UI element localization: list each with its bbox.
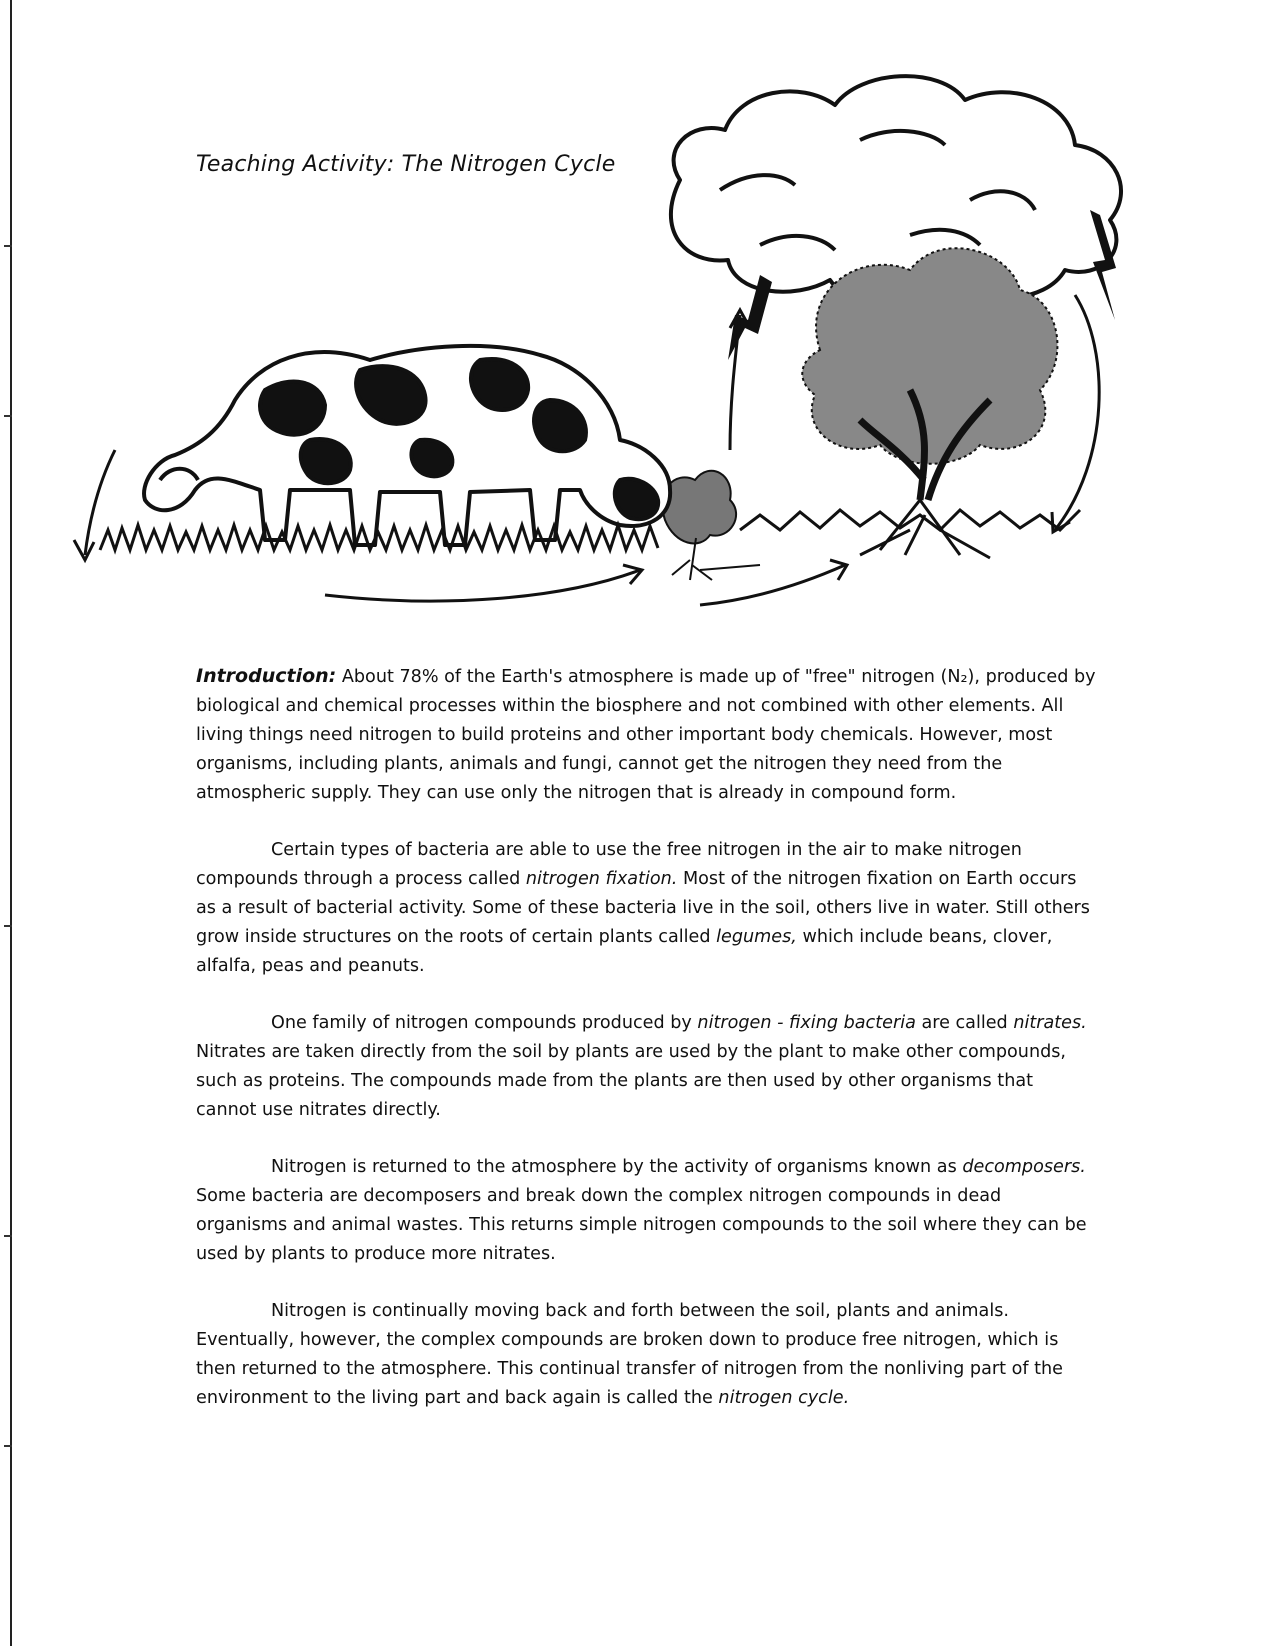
text-run: which include beans, clover, alfalfa, peas and peanuts. bbox=[196, 927, 1053, 976]
text-run: Some bacteria are decomposers and break down the complex nitrogen compounds in dead organisms and animal wastes. This returns simple nitrogen compounds to the soil where they can be used by plants to produce more nitrates. bbox=[196, 1186, 1087, 1264]
scan-tick bbox=[4, 415, 12, 417]
shrub-icon bbox=[662, 471, 736, 580]
decomposers-paragraph bbox=[196, 1153, 1096, 1269]
document-body bbox=[196, 662, 1096, 1441]
cycle-paragraph bbox=[196, 1297, 1096, 1413]
term-legumes: legumes, bbox=[716, 927, 797, 947]
text-run: Most of the nitrogen fixation on Earth occurs as a result of bacterial activity. Some of these bacteria live in the soil, others live in water. Still others grow inside structures on the roots of certain plants called bbox=[196, 869, 1090, 947]
term-nitrates: nitrates. bbox=[1013, 1013, 1087, 1033]
cow-icon bbox=[144, 346, 670, 545]
text-run: One family of nitrogen compounds produced by bbox=[271, 1013, 698, 1033]
text-run: are called bbox=[915, 1013, 1014, 1033]
term-decomposers: decomposers. bbox=[962, 1157, 1086, 1177]
intro-paragraph bbox=[196, 662, 1096, 808]
term-nitrogen-fixing-bacteria: nitrogen - fixing bacteria bbox=[697, 1013, 916, 1033]
scan-tick bbox=[4, 925, 12, 927]
text-run: Nitrogen is continually moving back and forth between the soil, plants and animals. Eventually, however, the complex compounds are broken down to produce free nitrogen, which is then returned to the atmosphere. This continual transfer of nitrogen from the nonliving part of the environment to the living part and back again is called the bbox=[196, 1301, 1064, 1408]
grass-ground bbox=[100, 525, 658, 550]
scan-tick bbox=[4, 1235, 12, 1237]
term-nitrogen-fixation: nitrogen fixation. bbox=[525, 869, 678, 889]
scan-tick bbox=[4, 1445, 12, 1447]
fixation-paragraph bbox=[196, 836, 1096, 981]
text-run: Nitrates are taken directly from the soil by plants are used by the plant to make other compounds, such as proteins. The compounds made from the plants are then used by other organisms that cannot use nitrates directly. bbox=[196, 1042, 1067, 1120]
term-nitrogen-cycle: nitrogen cycle. bbox=[718, 1388, 850, 1408]
text-run: Nitrogen is returned to the atmosphere by the activity of organisms known as bbox=[271, 1157, 963, 1177]
text-run: Certain types of bacteria are able to use the free nitrogen in the air to make nitrogen compounds through a process called bbox=[196, 840, 1022, 889]
nitrogen-cycle-illustration bbox=[60, 60, 1210, 640]
intro-lead: Introduction: bbox=[196, 665, 337, 687]
document-title: Teaching Activity: The Nitrogen Cycle bbox=[196, 152, 616, 177]
intro-text: About 78% of the Earth's atmosphere is made up of "free" nitrogen (N₂), produced by biological and chemical processes within the biosphere and not combined with other elements. All living things need nitrogen to build proteins and other important body chemicals. However, most organisms, including plants, animals and fungi, cannot get the nitrogen they need from the atmospheric supply. They can use only the nitrogen that is already in compound form. bbox=[196, 667, 1096, 803]
scan-tick bbox=[4, 245, 12, 247]
nitrates-paragraph bbox=[196, 1009, 1096, 1125]
